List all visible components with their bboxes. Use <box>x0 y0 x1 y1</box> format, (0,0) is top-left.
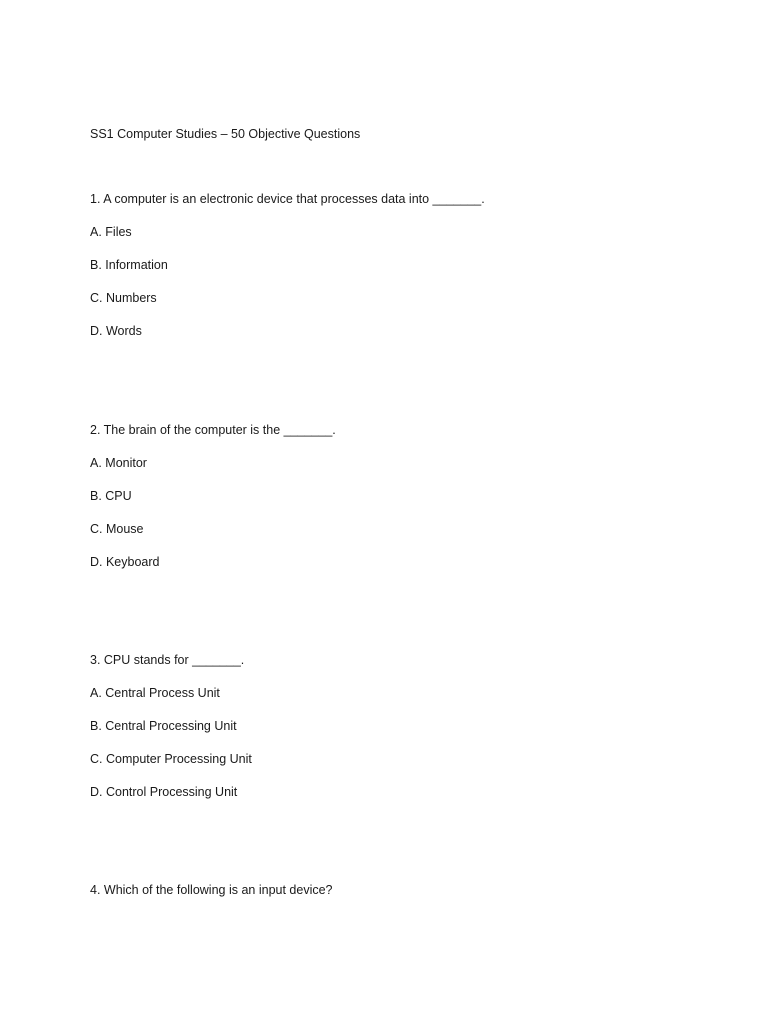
option-d: D. Words <box>90 324 142 338</box>
question-text: 3. CPU stands for _______. <box>90 653 245 667</box>
option-c: C. Computer Processing Unit <box>90 752 252 766</box>
option-a: A. Central Process Unit <box>90 686 220 700</box>
option-b: B. CPU <box>90 489 132 503</box>
option-a: A. Files <box>90 225 132 239</box>
document-title: SS1 Computer Studies – 50 Objective Questions <box>90 127 361 141</box>
option-d: D. Control Processing Unit <box>90 785 238 799</box>
question-text: 2. The brain of the computer is the _______. <box>90 423 336 437</box>
option-d: D. Keyboard <box>90 555 160 569</box>
option-a: A. Monitor <box>90 456 147 470</box>
question-text: 1. A computer is an electronic device that processes data into _______. <box>90 192 485 206</box>
option-b: B. Information <box>90 258 168 272</box>
option-c: C. Mouse <box>90 522 144 536</box>
option-c: C. Numbers <box>90 291 157 305</box>
question-text: 4. Which of the following is an input device? <box>90 883 333 897</box>
option-b: B. Central Processing Unit <box>90 719 237 733</box>
document-page <box>90 0 730 1024</box>
